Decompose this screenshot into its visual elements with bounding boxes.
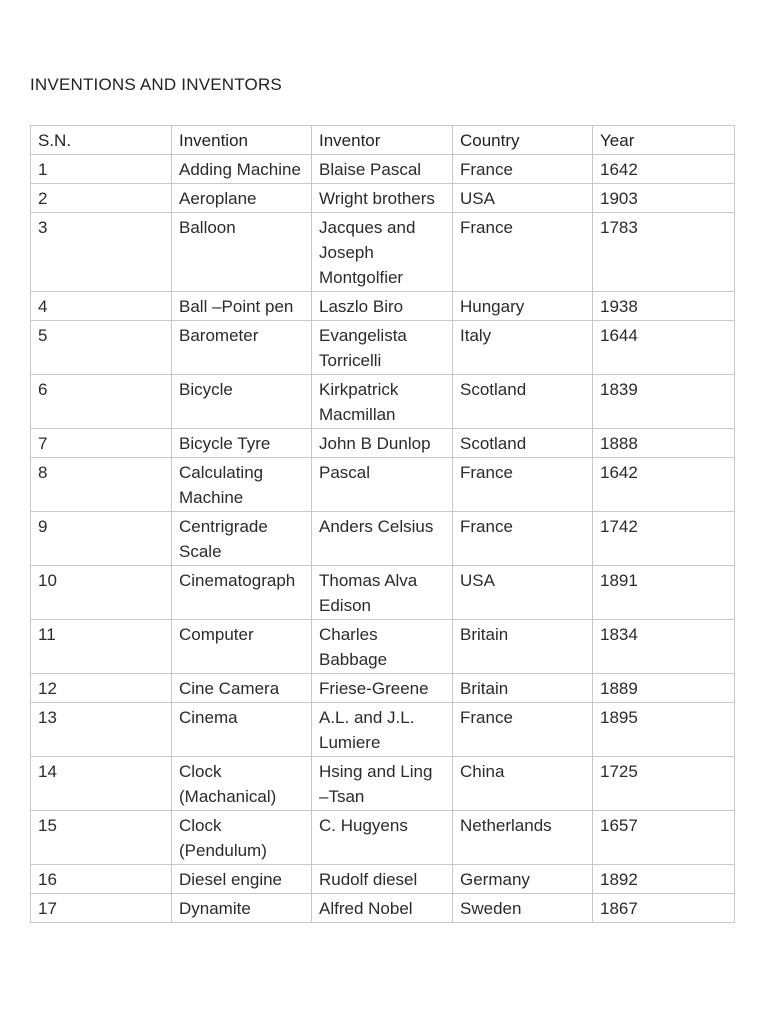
table-row [31, 155, 735, 184]
cell-year: 1834 [593, 620, 735, 674]
table-row [31, 674, 735, 703]
cell-country: Germany [453, 865, 593, 894]
cell-inventor: Anders Celsius [312, 512, 453, 566]
cell-inventor: Blaise Pascal [312, 155, 453, 184]
table-header [31, 126, 735, 155]
cell-country: Sweden [453, 894, 593, 923]
cell-country: Netherlands [453, 811, 593, 865]
table-row [31, 865, 735, 894]
cell-invention: Balloon [172, 213, 312, 292]
cell-country: USA [453, 566, 593, 620]
cell-country: Hungary [453, 292, 593, 321]
cell-invention: Bicycle Tyre [172, 429, 312, 458]
cell-year: 1657 [593, 811, 735, 865]
cell-year: 1938 [593, 292, 735, 321]
cell-inventor: Wright brothers [312, 184, 453, 213]
header-row [31, 126, 735, 155]
cell-serial-number: 14 [31, 757, 172, 811]
cell-serial-number: 6 [31, 375, 172, 429]
cell-year: 1642 [593, 155, 735, 184]
page-title: INVENTIONS AND INVENTORS [30, 75, 282, 94]
cell-serial-number: 9 [31, 512, 172, 566]
cell-country: France [453, 213, 593, 292]
cell-invention: Barometer [172, 321, 312, 375]
cell-serial-number: 5 [31, 321, 172, 375]
cell-year: 1903 [593, 184, 735, 213]
header-country: Country [453, 126, 593, 155]
table-row [31, 292, 735, 321]
cell-serial-number: 7 [31, 429, 172, 458]
table-row [31, 703, 735, 757]
cell-year: 1888 [593, 429, 735, 458]
table-row [31, 429, 735, 458]
cell-country: Italy [453, 321, 593, 375]
cell-inventor: Thomas Alva Edison [312, 566, 453, 620]
cell-inventor: A.L. and J.L. Lumiere [312, 703, 453, 757]
table-row [31, 620, 735, 674]
cell-year: 1783 [593, 213, 735, 292]
cell-serial-number: 12 [31, 674, 172, 703]
cell-inventor: Laszlo Biro [312, 292, 453, 321]
cell-invention: Aeroplane [172, 184, 312, 213]
header-inventor: Inventor [312, 126, 453, 155]
cell-invention: Cinema [172, 703, 312, 757]
cell-invention: Computer [172, 620, 312, 674]
cell-year: 1644 [593, 321, 735, 375]
cell-year: 1642 [593, 458, 735, 512]
table-row [31, 321, 735, 375]
cell-serial-number: 11 [31, 620, 172, 674]
cell-year: 1742 [593, 512, 735, 566]
table-row [31, 184, 735, 213]
cell-inventor: Jacques and Joseph Montgolfier [312, 213, 453, 292]
cell-inventor: Pascal [312, 458, 453, 512]
cell-invention: Dynamite [172, 894, 312, 923]
cell-inventor: Friese-Greene [312, 674, 453, 703]
cell-year: 1895 [593, 703, 735, 757]
cell-country: France [453, 458, 593, 512]
cell-inventor: Alfred Nobel [312, 894, 453, 923]
cell-invention: Diesel engine [172, 865, 312, 894]
cell-year: 1889 [593, 674, 735, 703]
cell-inventor: Rudolf diesel [312, 865, 453, 894]
cell-country: China [453, 757, 593, 811]
cell-invention: Adding Machine [172, 155, 312, 184]
cell-serial-number: 3 [31, 213, 172, 292]
cell-inventor: Evangelista Torricelli [312, 321, 453, 375]
table-body [31, 155, 735, 923]
cell-serial-number: 13 [31, 703, 172, 757]
cell-year: 1725 [593, 757, 735, 811]
cell-invention: Clock (Machanical) [172, 757, 312, 811]
cell-year: 1867 [593, 894, 735, 923]
cell-year: 1839 [593, 375, 735, 429]
table-row [31, 757, 735, 811]
cell-serial-number: 10 [31, 566, 172, 620]
cell-serial-number: 17 [31, 894, 172, 923]
table-row [31, 811, 735, 865]
cell-invention: Cinematograph [172, 566, 312, 620]
cell-serial-number: 15 [31, 811, 172, 865]
cell-invention: Bicycle [172, 375, 312, 429]
cell-inventor: Kirkpatrick Macmillan [312, 375, 453, 429]
cell-year: 1892 [593, 865, 735, 894]
cell-serial-number: 2 [31, 184, 172, 213]
cell-invention: Clock (Pendulum) [172, 811, 312, 865]
cell-year: 1891 [593, 566, 735, 620]
cell-country: USA [453, 184, 593, 213]
cell-country: France [453, 703, 593, 757]
header-invention: Invention [172, 126, 312, 155]
header-year: Year [593, 126, 735, 155]
cell-serial-number: 1 [31, 155, 172, 184]
table-row [31, 375, 735, 429]
cell-inventor: Hsing and Ling –Tsan [312, 757, 453, 811]
cell-country: Britain [453, 674, 593, 703]
cell-serial-number: 4 [31, 292, 172, 321]
cell-country: France [453, 155, 593, 184]
cell-invention: Cine Camera [172, 674, 312, 703]
cell-serial-number: 8 [31, 458, 172, 512]
cell-invention: Centrigrade Scale [172, 512, 312, 566]
cell-country: Scotland [453, 429, 593, 458]
cell-invention: Calculating Machine [172, 458, 312, 512]
cell-inventor: John B Dunlop [312, 429, 453, 458]
table-row [31, 458, 735, 512]
table-row [31, 894, 735, 923]
cell-serial-number: 16 [31, 865, 172, 894]
table-row [31, 566, 735, 620]
header-serial-number: S.N. [31, 126, 172, 155]
inventions-table [30, 125, 735, 923]
cell-inventor: Charles Babbage [312, 620, 453, 674]
cell-invention: Ball –Point pen [172, 292, 312, 321]
cell-country: France [453, 512, 593, 566]
cell-country: Scotland [453, 375, 593, 429]
table-row [31, 213, 735, 292]
cell-inventor: C. Hugyens [312, 811, 453, 865]
cell-country: Britain [453, 620, 593, 674]
table-row [31, 512, 735, 566]
